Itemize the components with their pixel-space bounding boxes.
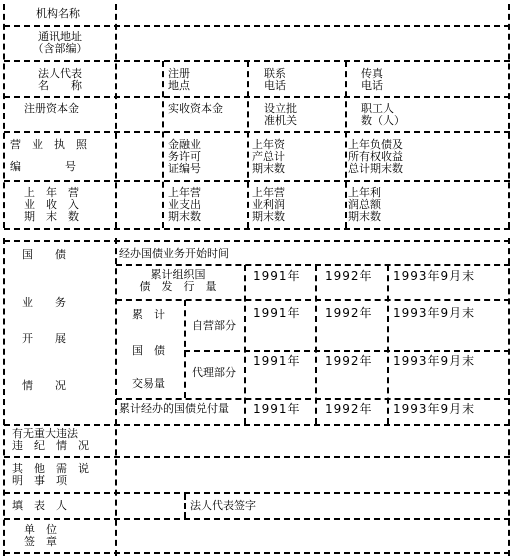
year-1992: 1992年	[325, 269, 373, 283]
unit-seal-label	[24, 524, 57, 548]
rule-line	[4, 96, 510, 98]
bond-label: 国 债	[22, 248, 66, 261]
other-line2: 明 事 项	[12, 474, 67, 487]
rule-line	[387, 265, 389, 424]
rule-line	[116, 398, 510, 400]
year-1992: 1992年	[325, 306, 373, 320]
rule-line	[116, 264, 510, 266]
assets-line2: 产总计	[252, 150, 285, 163]
net-line3: 期末数	[348, 210, 381, 223]
start-time-label: 经办国债业务开始时间	[119, 247, 229, 260]
rule-line	[115, 4, 117, 228]
issue-line1: 累计组织国	[150, 268, 206, 281]
income-line3: 期 末 数	[24, 210, 79, 223]
income-label	[24, 187, 79, 223]
fax-label	[361, 68, 383, 92]
violation-line1: 有无重大违法	[12, 427, 78, 440]
trade-cum-label: 累 计	[132, 308, 165, 321]
agency-part-label: 代理部分	[192, 366, 236, 379]
year-1992: 1992年	[325, 354, 373, 368]
filler-label: 填 表 人	[12, 499, 67, 512]
reg-place-line2: 地点	[168, 79, 190, 92]
approval-label	[264, 103, 297, 127]
business-label: 业 务	[22, 296, 66, 309]
rule-line	[508, 4, 510, 228]
approval-line2: 准机关	[264, 114, 297, 127]
net-line2: 润总额	[348, 198, 381, 211]
contact-line2: 电话	[264, 79, 286, 92]
fin-permit-label	[168, 139, 201, 175]
year-1991: 1991年	[253, 269, 301, 283]
contact-line1: 联系	[264, 67, 286, 80]
trade-volume-label: 交易量	[132, 377, 165, 390]
develop-label: 开 展	[22, 332, 66, 345]
rule-line	[4, 60, 510, 62]
year-1993-sep: 1993年9月末	[393, 306, 476, 320]
year-1991: 1991年	[253, 402, 301, 416]
year-1993-sep: 1993年9月末	[393, 354, 476, 368]
rule-line	[315, 265, 317, 424]
income-line2: 业 收 入	[24, 198, 79, 211]
license-line1: 营 业 执 照	[10, 138, 87, 151]
situation-label: 情 况	[22, 379, 66, 392]
year-1993-sep: 1993年9月末	[393, 269, 476, 283]
staff-line1: 职工人	[361, 102, 394, 115]
rule-line	[247, 61, 249, 228]
rule-line	[116, 299, 510, 301]
rule-line	[184, 350, 510, 352]
assets-label	[252, 139, 285, 175]
own-part-label: 自营部分	[192, 319, 236, 332]
issue-volume-label	[122, 269, 234, 293]
profit-line1: 上年营	[252, 186, 285, 199]
rule-line	[4, 180, 510, 182]
year-1991: 1991年	[253, 354, 301, 368]
staff-count-label	[361, 103, 405, 127]
legal-rep-line2: 名 称	[38, 79, 82, 92]
rule-line	[4, 552, 510, 554]
legal-rep-label	[28, 68, 92, 92]
rule-line	[508, 238, 510, 556]
address-label	[30, 31, 90, 55]
expense-line2: 业支出	[168, 198, 201, 211]
profit-label	[252, 187, 285, 223]
paid-capital-label: 实收资本金	[168, 102, 223, 115]
license-line2: 编 号	[10, 160, 76, 173]
rule-line	[4, 456, 510, 458]
year-1991: 1991年	[253, 306, 301, 320]
seal-line: 签 章	[24, 535, 57, 548]
year-1993-sep: 1993年9月末	[393, 402, 476, 416]
liab-line3: 总计期末数	[348, 162, 403, 175]
liabilities-label	[348, 139, 403, 175]
rule-line	[244, 265, 246, 424]
unit-line: 单 位	[24, 523, 57, 536]
approval-line1: 设立批	[264, 102, 297, 115]
rule-line	[4, 518, 510, 520]
assets-line1: 上年资	[252, 138, 285, 151]
legal-sign-label: 法人代表签字	[190, 499, 256, 512]
other-line1: 其 他 需 说	[12, 462, 89, 475]
fax-line2: 电话	[361, 79, 383, 92]
fin-permit-line1: 金融业	[168, 138, 201, 151]
redeem-volume-label: 累计经办的国债兑付量	[119, 402, 229, 415]
rule-line	[3, 4, 5, 228]
profit-line2: 业利润	[252, 198, 285, 211]
violation-line2: 违 纪 情 况	[12, 439, 89, 452]
fin-permit-line2: 务许可	[168, 150, 201, 163]
net-profit-label	[348, 187, 381, 223]
rule-line	[184, 494, 186, 518]
staff-line2: 数（人）	[361, 114, 405, 127]
rule-line	[4, 240, 510, 242]
rule-line	[4, 25, 510, 27]
expense-line3: 期末数	[168, 210, 201, 223]
reg-place-line1: 注册	[168, 67, 190, 80]
year-1992: 1992年	[325, 402, 373, 416]
rule-line	[345, 61, 347, 228]
other-notes-label	[12, 463, 89, 487]
rule-line	[115, 238, 117, 556]
expense-line1: 上年营	[168, 186, 201, 199]
reg-capital-label: 注册资本金	[24, 102, 79, 115]
org-name-label: 机构名称	[36, 7, 80, 20]
income-line1: 上 年 营	[24, 186, 79, 199]
issue-line2: 债 发 行 量	[139, 280, 217, 293]
violation-label	[12, 428, 89, 452]
fin-permit-line3: 证编号	[168, 162, 201, 175]
rule-line	[4, 131, 510, 133]
rule-line	[4, 228, 510, 230]
rule-line	[4, 492, 510, 494]
net-line1: 上年利	[348, 186, 381, 199]
profit-line3: 期末数	[252, 210, 285, 223]
rule-line	[162, 61, 164, 228]
legal-rep-line1: 法人代表	[38, 67, 82, 80]
expense-label	[168, 187, 201, 223]
fax-line1: 传真	[361, 67, 383, 80]
liab-line2: 所有权收益	[348, 150, 403, 163]
reg-place-label	[168, 68, 190, 92]
license-label	[10, 139, 87, 173]
rule-line	[184, 300, 186, 398]
address-line2: （含部编）	[32, 42, 88, 55]
contact-phone-label	[264, 68, 286, 92]
address-line1: 通讯地址	[38, 30, 82, 43]
rule-line	[4, 424, 510, 426]
assets-line3: 期末数	[252, 162, 285, 175]
liab-line1: 上年负债及	[348, 138, 403, 151]
trade-bond-label: 国 债	[132, 344, 165, 357]
rule-line	[3, 238, 5, 556]
